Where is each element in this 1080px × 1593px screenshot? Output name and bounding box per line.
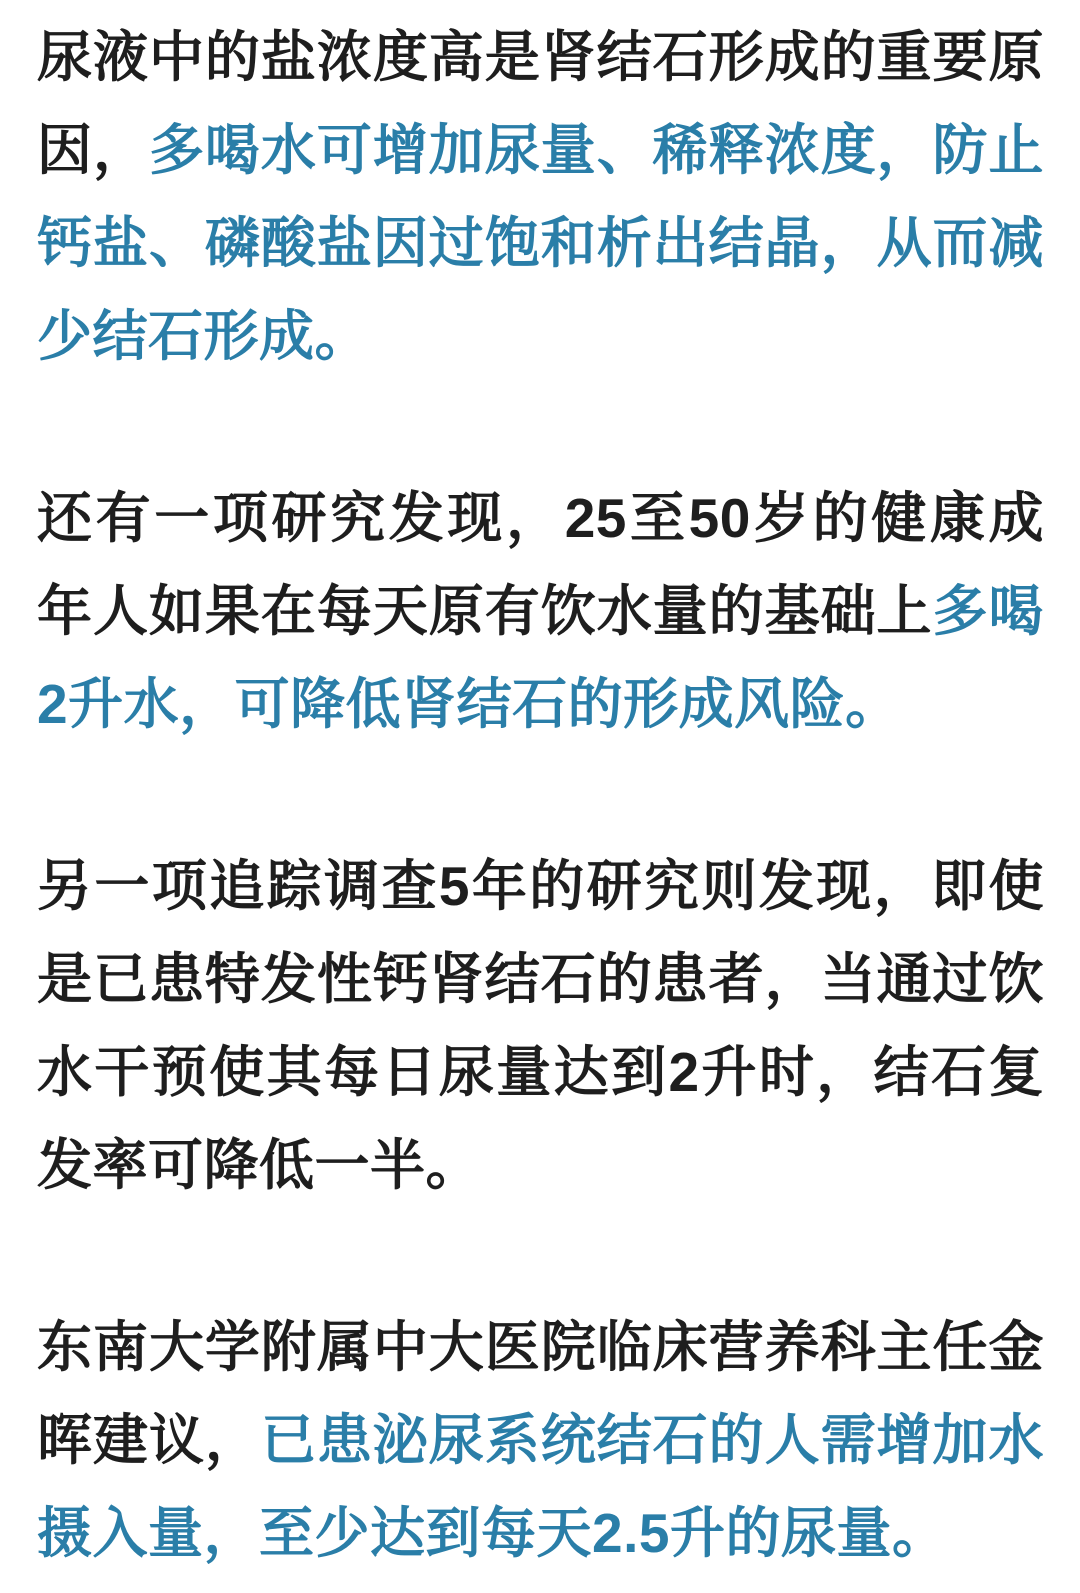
text-run: 东南大学附属中大医院临床营养科主任金晖建议，: [37, 1316, 1044, 1471]
paragraph-4: [37, 1301, 1044, 1580]
text-run: 另一项追踪调查5年的研究则发现，即使是已患特发性钙肾结石的患者，当通过饮水干预使其每日尿量达到2升时，结石复发率可降低一半。: [37, 855, 1044, 1196]
text-run: 还有一项研究发现，25至50岁的健康成年人如果在每天原有饮水量的基础上: [37, 487, 1044, 642]
text-run: 尿液中的盐浓度高是肾结石形成的重要原因，: [37, 26, 1044, 181]
paragraph-2: [37, 472, 1044, 751]
highlight-run: 多喝2升水，可降低肾结石的形成风险。: [37, 580, 1044, 735]
paragraph-3: [37, 840, 1044, 1212]
highlight-run: 多喝水可增加尿量、稀释浓度，防止钙盐、磷酸盐因过饱和析出结晶，从而减少结石形成。: [37, 119, 1044, 367]
highlight-run: 已患泌尿系统结石的人需增加水摄入量，至少达到每天2.5升的尿量。: [37, 1409, 1044, 1564]
paragraph-1: [37, 11, 1044, 383]
